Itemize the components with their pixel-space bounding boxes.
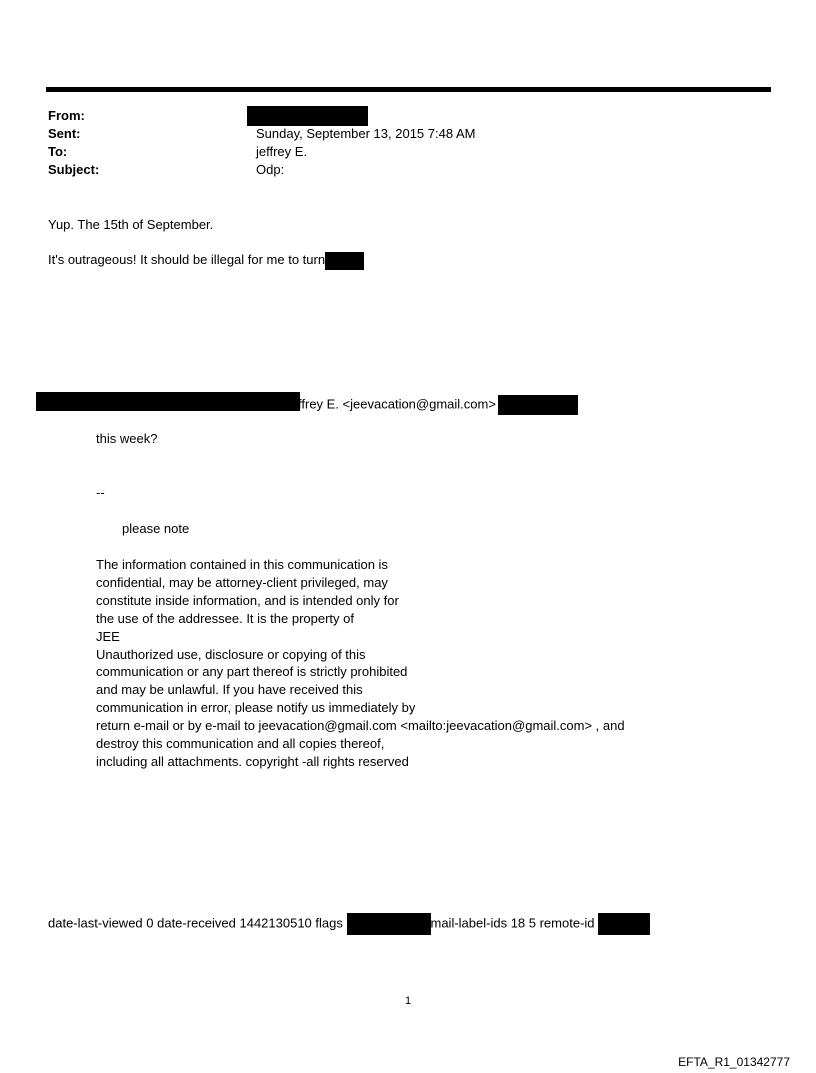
disclaimer-line: communication or any part thereof is strictly prohibited — [96, 664, 408, 680]
disclaimer-line: communication in error, please notify us immediately by — [96, 700, 416, 716]
disclaimer-block — [96, 556, 625, 771]
disclaimer-line: including all attachments. copyright -all rights reserved — [96, 753, 409, 769]
sent-label: Sent: — [48, 126, 81, 141]
signature-separator: -- — [96, 485, 105, 500]
quoted-from-text: ffrey E. <jeevacation@gmail.com> — [298, 396, 496, 412]
quoted-from-line — [298, 395, 578, 415]
body-line-1: Yup. The 15th of September. — [48, 217, 214, 232]
disclaimer-line: The information contained in this communication is — [96, 557, 388, 572]
metadata-part-1: date-last-viewed 0 date-received 1442130510 flags — [48, 915, 343, 931]
bates-number: EFTA_R1_01342777 — [678, 1055, 790, 1069]
disclaimer-line: and may be unlawful. If you have received this — [96, 682, 363, 698]
from-redaction — [247, 106, 368, 126]
please-note: please note — [122, 521, 190, 536]
sent-value: Sunday, September 13, 2015 7:48 AM — [256, 126, 476, 141]
disclaimer-line: destroy this communication and all copies thereof, — [96, 736, 385, 752]
quoted-date-redaction — [498, 395, 578, 415]
flags-redaction — [347, 913, 431, 935]
disclaimer-line: JEE — [96, 628, 120, 644]
quoted-header-redaction — [36, 392, 300, 411]
quoted-question: this week? — [96, 431, 158, 446]
metadata-part-2: mail-label-ids 18 5 remote-id — [430, 915, 595, 931]
body-redaction — [325, 252, 364, 270]
remote-id-redaction — [598, 913, 650, 935]
from-label: From: — [48, 108, 85, 123]
header-rule — [46, 87, 771, 92]
to-label: To: — [48, 144, 68, 159]
disclaimer-line: return e-mail or by e-mail to jeevacation@gmail.com <mailto:jeevacation@gmail.com> , and — [96, 718, 625, 734]
subject-value: Odp: — [256, 162, 285, 177]
disclaimer-line: constitute inside information, and is intended only for — [96, 592, 399, 608]
subject-label: Subject: — [48, 162, 100, 177]
body-line-2 — [48, 251, 364, 270]
to-value: jeffrey E. — [256, 144, 308, 159]
disclaimer-line: Unauthorized use, disclosure or copying of this — [96, 646, 366, 662]
metadata-line — [48, 913, 650, 935]
disclaimer-line: the use of the addressee. It is the property of — [96, 610, 354, 626]
page-number: 1 — [404, 995, 412, 1007]
body-line-2-text: It's outrageous! It should be illegal for me to turn — [48, 252, 326, 267]
disclaimer-line: confidential, may be attorney-client privileged, may — [96, 574, 388, 590]
